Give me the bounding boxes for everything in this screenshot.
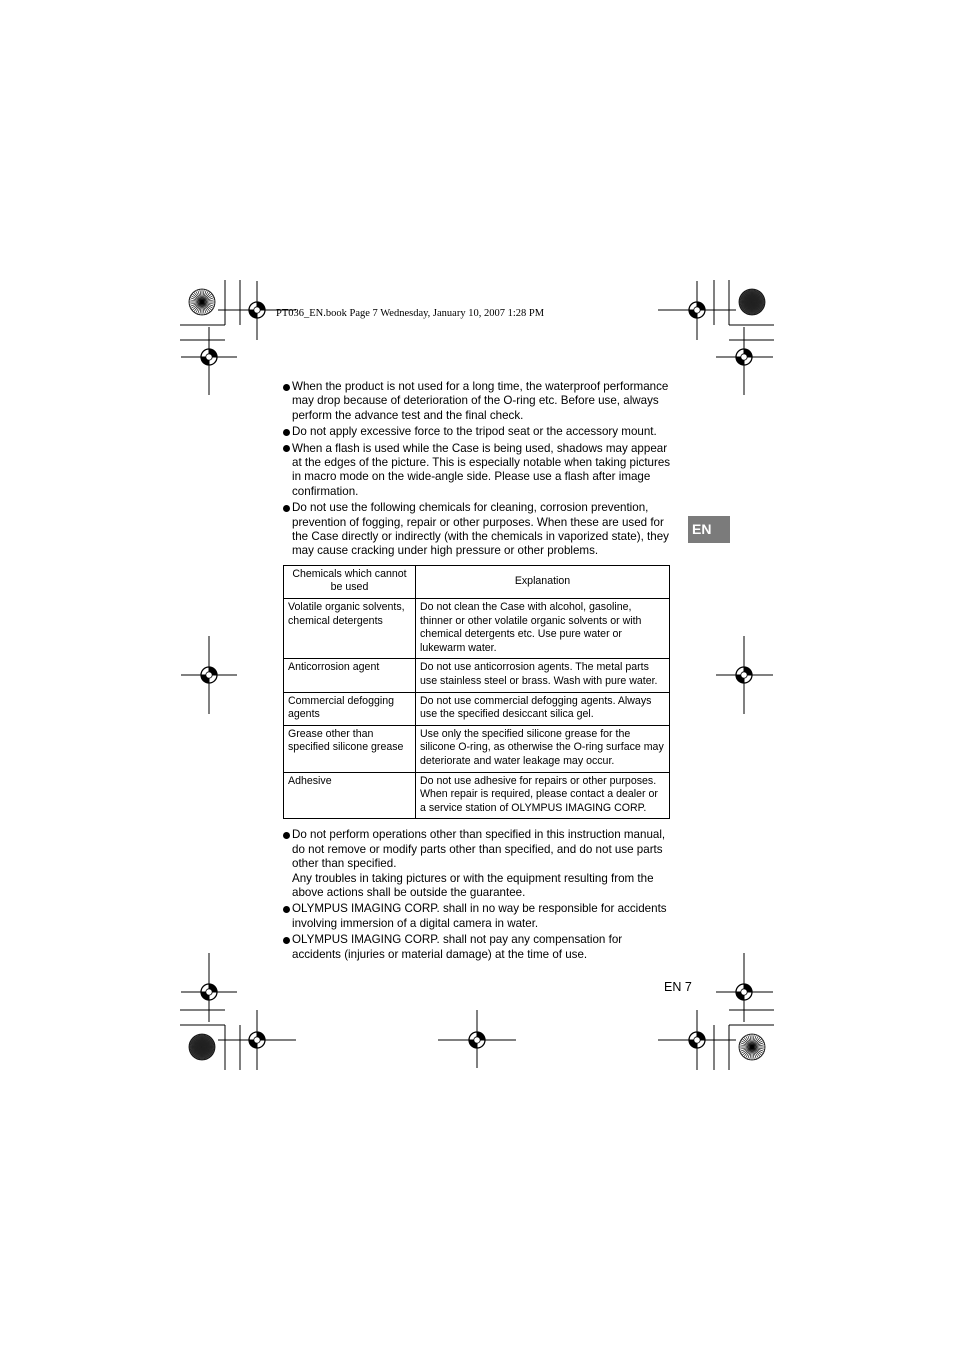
table-row bbox=[284, 659, 670, 692]
bullet-list-bottom bbox=[283, 828, 673, 962]
main-content bbox=[283, 380, 673, 964]
density-target-icon bbox=[739, 289, 765, 315]
density-target-icon bbox=[189, 1034, 215, 1060]
bullet-list-top bbox=[283, 380, 673, 559]
list-item: OLYMPUS IMAGING CORP. shall not pay any compensation for accidents (injuries or material damage) at the time of use. bbox=[283, 933, 673, 962]
explanation-cell: Do not use adhesive for repairs or other purposes. When repair is required, please contact a dealer or a service station of OLYMPUS IMAGING CORP. bbox=[416, 772, 670, 819]
list-item: When a flash is used while the Case is being used, shadows may appear at the edges of the picture. This is especially notable when taking pictures in macro mode on the wide-angle side. Please use a flash after image confirmation. bbox=[283, 442, 673, 500]
explanation-cell: Do not use anticorrosion agents. The metal parts use stainless steel or brass. Wash with pure water. bbox=[416, 659, 670, 692]
star-target-icon bbox=[739, 1034, 765, 1060]
column-header-explanation: Explanation bbox=[416, 565, 670, 598]
chemicals-table bbox=[283, 565, 670, 820]
explanation-cell: Do not clean the Case with alcohol, gasoline, thinner or other volatile organic solvents or with chemical detergents etc. Use pure water or lukewarm water. bbox=[416, 599, 670, 659]
list-item-extra: Any troubles in taking pictures or with the equipment resulting from the above actions shall be outside the guarantee. bbox=[292, 871, 654, 899]
list-item bbox=[283, 828, 673, 900]
file-header: PT036_EN.book Page 7 Wednesday, January 10, 2007 1:28 PM bbox=[276, 308, 545, 319]
chemical-cell: Volatile organic solvents, chemical detergents bbox=[284, 599, 416, 659]
table-header-row bbox=[284, 565, 670, 598]
list-item: Do not apply excessive force to the tripod seat or the accessory mount. bbox=[283, 425, 673, 439]
chemical-cell: Adhesive bbox=[284, 772, 416, 819]
explanation-cell: Do not use commercial defogging agents. Always use the specified desiccant silica gel. bbox=[416, 692, 670, 725]
chemical-cell: Grease other than specified silicone grease bbox=[284, 725, 416, 772]
star-target-icon bbox=[189, 289, 215, 315]
list-item-text: Do not perform operations other than specified in this instruction manual, do not remove or modify parts other than specified, and do not use parts other than specified. bbox=[292, 828, 666, 871]
column-header-chemicals: Chemicals which cannot be used bbox=[284, 565, 416, 598]
language-tab: EN bbox=[688, 516, 730, 543]
list-item: OLYMPUS IMAGING CORP. shall in no way be responsible for accidents involving immersion of a digital camera in water. bbox=[283, 902, 673, 931]
table-row bbox=[284, 772, 670, 819]
table-row bbox=[284, 725, 670, 772]
table-row bbox=[284, 599, 670, 659]
explanation-cell: Use only the specified silicone grease for the silicone O-ring, as otherwise the O-ring surface may deteriorate and water leakage may occur. bbox=[416, 725, 670, 772]
page-number: EN 7 bbox=[664, 980, 692, 994]
chemical-cell: Commercial defogging agents bbox=[284, 692, 416, 725]
chemical-cell: Anticorrosion agent bbox=[284, 659, 416, 692]
list-item: Do not use the following chemicals for cleaning, corrosion prevention, prevention of fogging, repair or other purposes. When these are used for the Case directly or indirectly (with the chemicals in vaporized state), they may cause cracking under high pressure or other problems. bbox=[283, 501, 673, 559]
list-item: When the product is not used for a long time, the waterproof performance may drop because of deterioration of the O-ring etc. Before use, always perform the advance test and the final check. bbox=[283, 380, 673, 423]
table-row bbox=[284, 692, 670, 725]
